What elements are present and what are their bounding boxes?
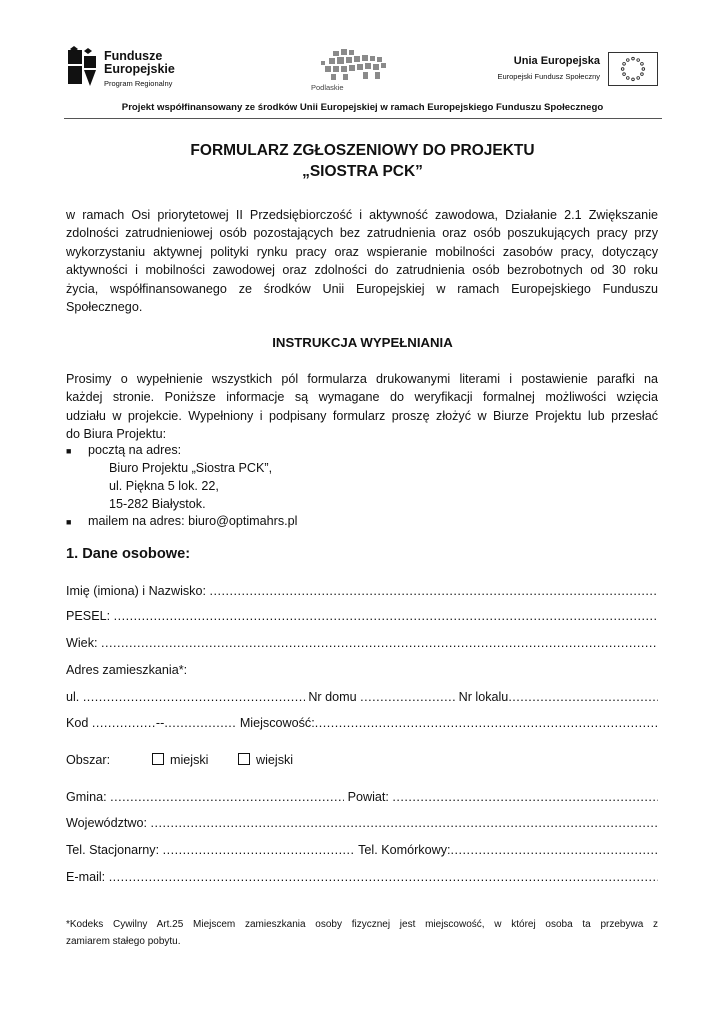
intro-line: wykorzystaniu aktywnej polityki rynku pracy oraz wspieranie mobilności zasobów pracy, dotyczący bbox=[66, 244, 658, 259]
fe-logo-line1: Fundusze bbox=[104, 49, 163, 63]
age-label: Wiek: bbox=[66, 636, 98, 650]
landline-label: Tel. Stacjonarny: bbox=[66, 843, 160, 857]
address-line: Biuro Projektu „Siostra PCK”, bbox=[109, 461, 273, 475]
postcode-row[interactable] bbox=[66, 714, 658, 732]
name-field[interactable] bbox=[66, 582, 658, 600]
city-dots bbox=[315, 714, 658, 732]
form-title-line1: FORMULARZ ZGŁOSZENIOWY DO PROJEKTU bbox=[190, 142, 535, 159]
flat-label: Nr lokalu bbox=[458, 690, 509, 704]
landline-dots bbox=[163, 841, 355, 859]
intro-line: w ramach Osi priorytetowej II Przedsiębiorczość i aktywność zawodowa, Działanie 2.1 Zwiększanie bbox=[66, 208, 658, 222]
postcode-label: Kod bbox=[66, 716, 89, 730]
age-dots bbox=[101, 634, 658, 652]
bullet-post: pocztą na adres: bbox=[88, 443, 182, 457]
podlaskie-logo bbox=[305, 45, 395, 95]
pesel-field[interactable] bbox=[66, 607, 658, 625]
instructions-heading: INSTRUKCJA WYPEŁNIANIA bbox=[272, 335, 453, 350]
header-divider bbox=[64, 118, 662, 119]
email-field[interactable] bbox=[66, 868, 658, 886]
address-line: 15-282 Białystok. bbox=[109, 497, 206, 511]
mobile-label: Tel. Komórkowy: bbox=[358, 843, 451, 857]
flat-dots bbox=[508, 688, 658, 706]
eu-logo-title: Unia Europejska bbox=[513, 55, 600, 67]
intro-line: aktywności i mobilności zawodowej oraz zdolności do zatrudnienia osób bezrobotnych od 30 roku bbox=[66, 263, 658, 278]
footnote-line: zamiarem stałego pobytu. bbox=[66, 936, 181, 947]
address-line: ul. Piękna 5 lok. 22, bbox=[109, 479, 219, 493]
commune-dots bbox=[110, 788, 344, 806]
area-urban-option[interactable] bbox=[152, 751, 238, 769]
county-label: Powiat: bbox=[347, 790, 389, 804]
area-rural-label: wiejski bbox=[256, 753, 294, 767]
bison-icon bbox=[305, 45, 395, 85]
instructions-line: Prosimy o wypełnienie wszystkich pól formularza drukowanymi literami i postawienie parafki na bbox=[66, 372, 658, 386]
instructions-paragraph bbox=[66, 370, 658, 444]
fe-logo-line3: Program Regionalny bbox=[104, 79, 173, 88]
area-urban-label: miejski bbox=[170, 753, 209, 767]
commune-row[interactable] bbox=[66, 788, 658, 806]
postcode-sep: -- bbox=[155, 716, 165, 730]
phone-row[interactable] bbox=[66, 841, 658, 859]
address-heading-line bbox=[66, 661, 658, 679]
form-title-line2: „SIOSTRA PCK” bbox=[302, 163, 423, 180]
area-rural-checkbox[interactable] bbox=[238, 753, 250, 765]
footnote-line: *Kodeks Cywilny Art.25 Miejscem zamieszkania osoby fizycznej jest miejscowość, w której osoba ta przebywa z bbox=[66, 919, 658, 930]
intro-line: zdolności zatrudnieniowej osób pozostających bez zatrudnienia oraz osób poszukujących pracy przy bbox=[66, 226, 658, 241]
commune-label: Gmina: bbox=[66, 790, 107, 804]
house-label: Nr domu bbox=[308, 690, 357, 704]
city-label: Miejscowość: bbox=[239, 716, 315, 730]
email-dots bbox=[109, 868, 658, 886]
postcode-dots-2 bbox=[164, 714, 236, 732]
bullet-icon: ■ bbox=[66, 446, 72, 456]
fundusze-europejskie-logo bbox=[68, 44, 188, 92]
voivodeship-label: Województwo: bbox=[66, 816, 147, 830]
eu-logo bbox=[486, 52, 658, 92]
postcode-dots-1 bbox=[92, 714, 156, 732]
address-label: Adres zamieszkania*: bbox=[66, 663, 188, 677]
cofinancing-note: Projekt współfinansowany ze środków Unii Europejskiej w ramach Europejskiego Funduszu Społecznego bbox=[121, 102, 604, 113]
area-urban-checkbox[interactable] bbox=[152, 753, 164, 765]
intro-paragraph bbox=[66, 206, 658, 316]
podlaskie-label: Podlaskie bbox=[311, 83, 344, 92]
pesel-label: PESEL: bbox=[66, 609, 111, 623]
house-dots bbox=[360, 688, 455, 706]
street-row[interactable] bbox=[66, 688, 658, 706]
mobile-dots bbox=[451, 841, 659, 859]
email-label: E-mail: bbox=[66, 870, 106, 884]
bullet-icon: ■ bbox=[66, 517, 72, 527]
eu-logo-subtitle: Europejski Fundusz Społeczny bbox=[497, 72, 600, 81]
instructions-line: każdej stronie. Poniższe informacje są wymagane do weryfikacji formalnej możliwości wzięcia bbox=[66, 390, 658, 405]
eu-flag-icon bbox=[608, 52, 658, 86]
voivodeship-field[interactable] bbox=[66, 814, 658, 832]
area-label: Obszar: bbox=[66, 753, 111, 767]
instructions-line: udziału w projekcie. Wypełniony i podpisany formularz proszę złożyć w Biurze Projektu lub przesłać bbox=[66, 408, 658, 423]
name-dots bbox=[209, 582, 658, 600]
pesel-dots bbox=[114, 607, 658, 625]
fundusze-europejskie-icon bbox=[68, 46, 98, 88]
section-personal-data-heading: 1. Dane osobowe: bbox=[66, 546, 191, 562]
voivodeship-dots bbox=[150, 814, 658, 832]
footnote bbox=[66, 916, 658, 950]
name-label: Imię (imiona) i Nazwisko: bbox=[66, 584, 206, 598]
fe-logo-line2: Europejskie bbox=[104, 62, 175, 76]
intro-line: Społecznego. bbox=[66, 300, 143, 315]
street-label: ul. bbox=[66, 690, 80, 704]
street-dots bbox=[83, 688, 305, 706]
age-field[interactable] bbox=[66, 634, 658, 652]
intro-line: życia, współfinansowanego ze środków Unii Europejskiej w ramach Europejskiego Funduszu bbox=[66, 281, 658, 296]
instructions-line: do Biura Projektu: bbox=[66, 427, 167, 442]
county-dots bbox=[392, 788, 658, 806]
area-row bbox=[66, 751, 658, 769]
bullet-email: mailem na adres: biuro@optimahrs.pl bbox=[88, 514, 298, 528]
area-rural-option[interactable] bbox=[238, 751, 293, 769]
